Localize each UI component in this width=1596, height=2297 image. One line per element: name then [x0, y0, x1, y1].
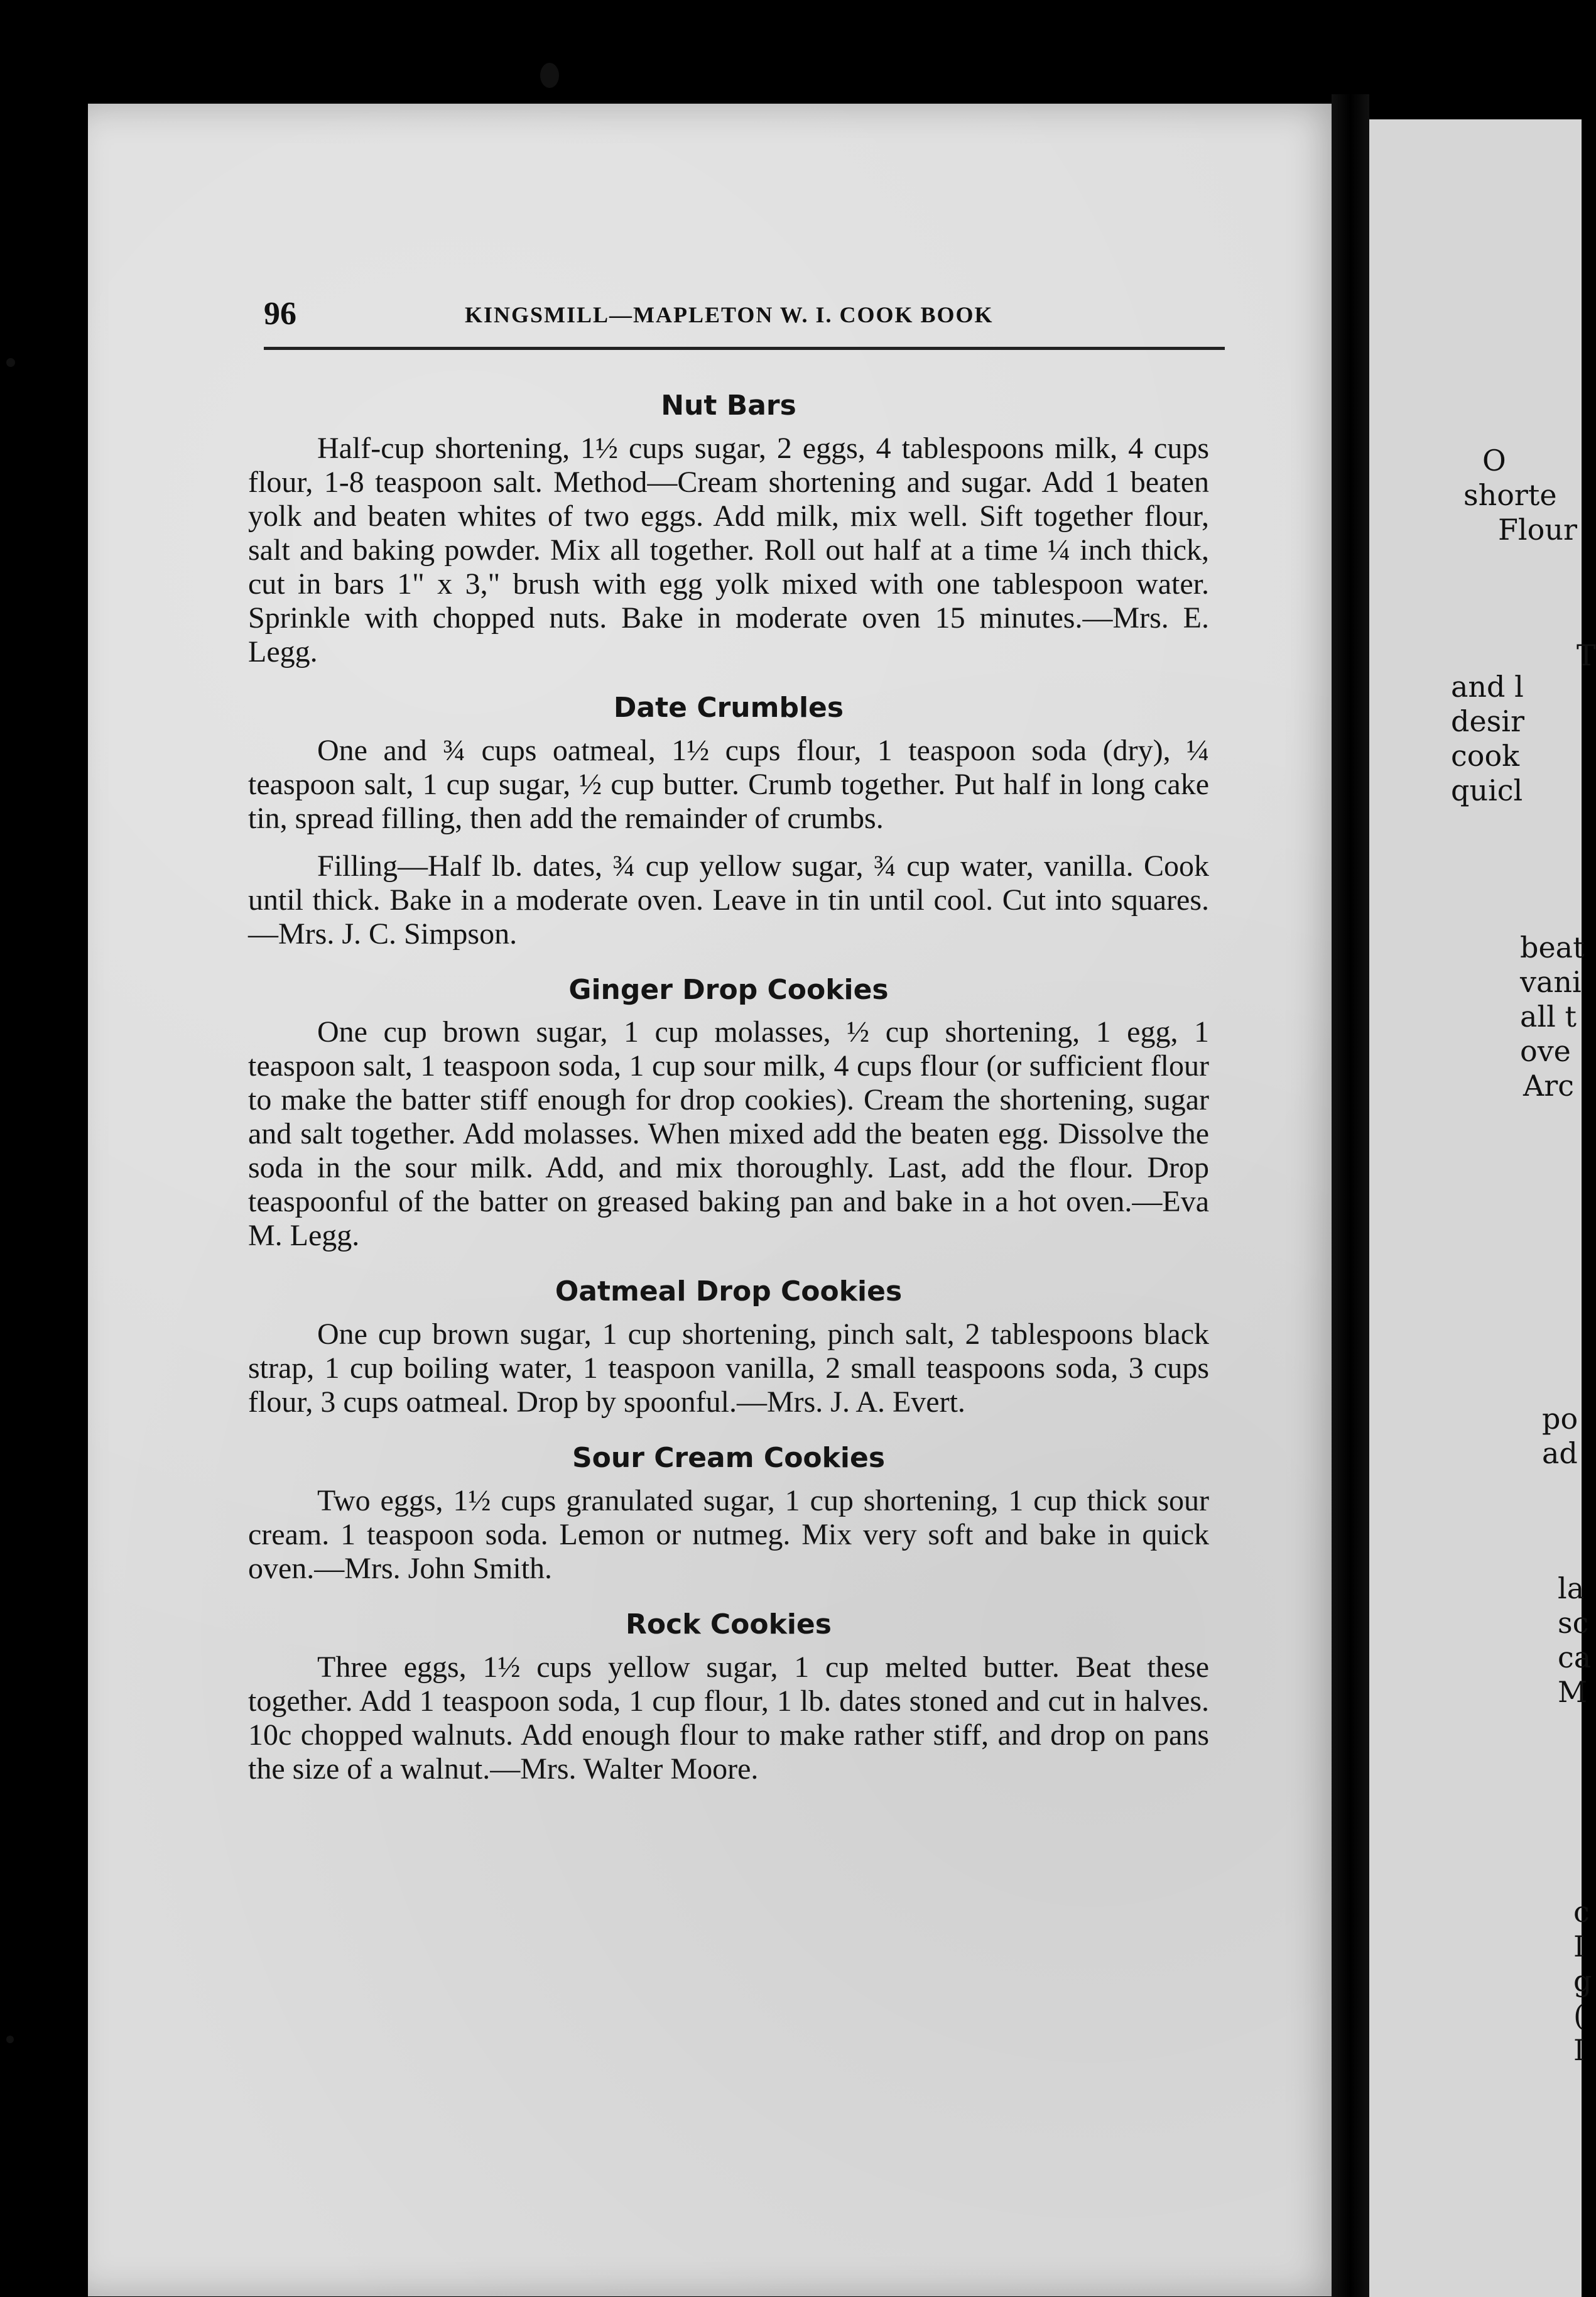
recipe-title: Nut Bars	[661, 390, 796, 422]
recipe-title: Ginger Drop Cookies	[568, 973, 889, 1006]
recipe-text: Half-cup shortening, 1½ cups sugar, 2 eggs, 4 tablespoons milk, 4 cups flour, 1-8 teaspoon salt. Method—Cream shortening and sugar. Add 1 beaten yolk and beaten whites of two eggs. Add milk, mix well. Sift together flour, salt and baking powder. Mix all together. Roll out half at a time ¼ inch thick, cut in bars 1" x 3," brush with egg yolk mixed with one tablespoon water. Sprinkle with chopped nuts. Bake in moderate oven 15 minutes.—Mrs. E. Legg.	[248, 431, 1209, 668]
running-head: KINGSMILL—MAPLETON W. I. COOK BOOK	[465, 302, 994, 327]
next-page-fragment: beat	[1520, 930, 1585, 964]
recipe-date-crumbles	[248, 692, 1209, 951]
recipe-filling-text: Filling—Half lb. dates, ¾ cup yellow sugar, ¾ cup water, vanilla. Cook until thick. Bake in a moderate oven. Leave in tin until cool. Cut into squares.—Mrs. J. C. Simpson.	[248, 849, 1209, 951]
next-page-fragment: c	[1573, 1895, 1590, 1929]
next-page-fragment: (	[1573, 1999, 1585, 2032]
next-page-fragment: O	[1482, 444, 1506, 477]
next-page-fragment: sc	[1558, 1606, 1589, 1640]
recipe-title: Date Crumbles	[613, 691, 844, 724]
next-page-fragment: T	[1577, 638, 1596, 672]
next-page-fragment: la	[1558, 1571, 1585, 1605]
page-header	[264, 295, 1225, 346]
recipe-title: Rock Cookies	[626, 1608, 832, 1640]
recipe-text: One cup brown sugar, 1 cup molasses, ½ cup shortening, 1 egg, 1 teaspoon salt, 1 teaspoon soda, 1 cup sour milk, 4 cups flour (or sufficient flour to make the batter stiff enough for drop cookies). Cream the shortening, sugar and salt together. Add molasses. When mixed add the beaten egg. Dissolve the soda in the sour milk. Add, and mix thoroughly. Last, add the flour. Drop teaspoonful of the batter on greased baking pan and bake in a hot oven.—Eva M. Legg.	[248, 1015, 1209, 1253]
next-page-fragment: Flour	[1498, 513, 1577, 547]
recipe-oatmeal-drop-cookies	[248, 1275, 1209, 1419]
next-page-fragment: ove	[1520, 1034, 1571, 1068]
next-page-fragment: I	[1573, 1929, 1585, 1963]
recipe-text: Two eggs, 1½ cups granulated sugar, 1 cup shortening, 1 cup thick sour cream. 1 teaspoon soda. Lemon or nutmeg. Mix very soft and bake in quick oven.—Mrs. John Smith.	[248, 1483, 1209, 1585]
recipe-text: One and ¾ cups oatmeal, 1½ cups flour, 1 teaspoon soda (dry), ¼ teaspoon salt, 1 cup sugar, ½ cup butter. Crumb together. Put half in long cake tin, spread filling, then add the remainder of crumbs.	[248, 733, 1209, 835]
scan-speck	[6, 2036, 14, 2043]
recipe-ginger-drop-cookies	[248, 974, 1209, 1253]
page-number: 96	[264, 296, 296, 332]
recipe-text: One cup brown sugar, 1 cup shortening, pinch salt, 2 tablespoons black strap, 1 cup boiling water, 1 teaspoon vanilla, 2 small teaspoons soda, 3 cups flour, 3 cups oatmeal. Drop by spoonful.—Mrs. J. A. Evert.	[248, 1318, 1209, 1419]
next-page-edge	[1369, 119, 1596, 2297]
recipe-title: Oatmeal Drop Cookies	[555, 1275, 903, 1308]
next-page-fragment: all t	[1520, 1000, 1577, 1034]
header-rule	[264, 347, 1225, 350]
next-page-fragment: I	[1573, 2033, 1585, 2067]
recipe-rock-cookies	[248, 1608, 1209, 1786]
scan-speck	[540, 63, 559, 88]
next-page-fragment: vani	[1520, 965, 1582, 999]
next-page-fragment: Arc	[1523, 1069, 1574, 1103]
page-gutter	[1332, 94, 1369, 2297]
recipe-text: Three eggs, 1½ cups yellow sugar, 1 cup melted butter. Beat these together. Add 1 teaspoon soda, 1 cup flour, 1 lb. dates stoned and cut in halves. 10c chopped walnuts. Add enough flour to make rather stiff, and drop on pans the size of a walnut.—Mrs. Walter Moore.	[248, 1650, 1209, 1786]
recipe-sour-cream-cookies	[248, 1442, 1209, 1586]
next-page-fragment: ad	[1542, 1436, 1578, 1470]
next-page-fragment: shorte	[1463, 478, 1557, 512]
next-page-fragment: quicl	[1451, 773, 1523, 807]
next-page-fragment: po	[1542, 1402, 1578, 1436]
next-page-fragment: cook	[1451, 739, 1520, 773]
next-page-fragment: ca	[1558, 1640, 1592, 1674]
recipe-title: Sour Cream Cookies	[572, 1442, 886, 1475]
recipe-list	[248, 390, 1209, 1809]
scan-speck	[6, 358, 15, 367]
next-page-fragment: g	[1573, 1964, 1592, 1998]
next-page-fragment: M	[1558, 1675, 1588, 1709]
next-page-fragment: and l	[1451, 670, 1524, 704]
next-page-fragment: desir	[1451, 704, 1524, 738]
recipe-nut-bars	[248, 390, 1209, 669]
